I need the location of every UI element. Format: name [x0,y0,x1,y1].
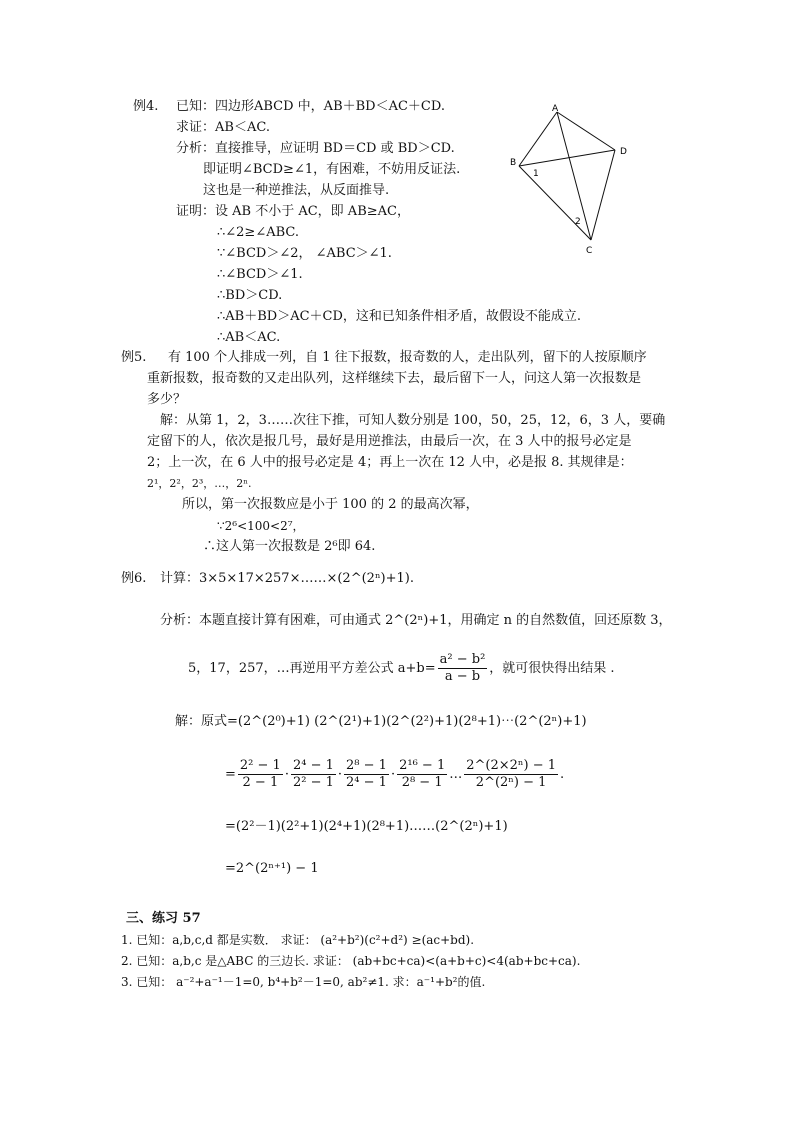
example6-analysis-a: 分析：本题直接计算有困难，可由通式 2^(2ⁿ)+1，用确定 n 的自然数值，回还原数 3， [160,613,672,628]
product-fraction: $\frac{\text{2¹⁶ − 1}}{\text{2⁸ − 1}}$ [399,758,446,790]
example4-step-2: ∵∠BCD＞∠2， ∠ABC＞∠1. [217,246,392,261]
example5-solution-2: 定留下的人，依次是报几号，最好是用逆推法，由最后一次，在 3 人中的报号必定是 [147,434,632,449]
example5-solution-4: 所以，第一次报数应是小于 100 的 2 的最高次幂， [182,497,479,512]
example5-line-3: 多少？ [147,392,187,407]
angle-1-label: 1 [533,169,539,179]
example6-label: 例6. [121,571,147,586]
example6-solution-line-3: =(2²－1)(2²+1)(2⁴+1)(2⁸+1)……(2^(2ⁿ)+1) [225,819,508,834]
example5-solution-3: 2；上一次，在 6 人中的报号必定是 4；再上一次在 12 人中，必是报 8. 其规律是： [147,455,633,470]
vertex-a-label: A [552,104,559,114]
example5-powers: 2¹，2²，2³，…，2ⁿ. [147,477,252,490]
fraction-denominator: a − b [444,669,481,684]
example5-solution-1: 解：从第 1，2，3……次往下推，可知人数分别是 100，50，25，12，6，3 人，要确 [160,413,666,428]
practice-item-1: 1. 已知：a,b,c,d 都是实数． 求证： (a²+b²)(c²+d²) ≥(ac+bd). [121,933,475,947]
vertex-d-label: D [620,147,627,157]
example6-task: 计算：3×5×17×257×……×(2^(2ⁿ)+1). [160,571,415,586]
practice-item-3: 3. 已知： a⁻²+a⁻¹－1=0, b⁴+b²－1=0, ab²≠1. 求：a⁻¹+b²的值. [121,975,486,989]
example5-line-1: 有 100 个人排成一列，自 1 往下报数，报奇数的人，走出队列，留下的人按原顺序 [168,350,647,365]
edge-bd [519,150,615,166]
vertex-b-label: B [510,158,517,168]
difference-of-squares-fraction [438,652,488,685]
example5-answer: ∴这人第一次报数是 2⁶即 64. [203,539,376,554]
example6-solution-lead: 解：原式=(2^(2⁰)+1) (2^(2¹)+1)(2^(2²)+1)(2⁸+1)⋯(2^(2ⁿ)+1) [175,714,587,729]
example4-step-1: ∴∠2≥∠ABC. [217,225,300,240]
practice-item-2: 2. 已知：a,b,c 是△ABC 的三边长. 求证： (ab+bc+ca)<(a+b+c)<4(ab+bc+ca). [121,954,581,968]
example4-step-5: ∴AB＋BD＞AC＋CD，这和已知条件相矛盾，故假设不能成立. [217,309,582,324]
product-fraction: $\frac{\text{2\textasciicircum{}(2×2ⁿ) − 1}}{\text{2\textasciicircum{}(2ⁿ) − 1}}$ [466,758,557,790]
example4-step-3: ∴∠BCD＞∠1. [217,267,303,282]
product-fraction: $\frac{\text{2⁸ − 1}}{\text{2⁴ − 1}}$ [346,758,387,790]
example4-prove: 求证：AB＜AC. [176,120,270,135]
product-fraction: $\frac{\text{2⁴ − 1}}{\text{2² − 1}}$ [292,758,334,790]
edge-bc [519,166,591,240]
example4-given: 已知：四边形ABCD 中，AB＋BD＜AC＋CD. [176,99,445,114]
example6-fraction-product: = $\frac{\text{2² − 1}}{2 - 1}$ · $\frac{\text{2⁴ − 1}}{\text{2² − 1}}$ · $\frac{\text{2⁸ − 1}}{\text{2⁴ − 1}}$ · $\frac{\text{2¹⁶ − 1}}{\text{2⁸ − 1}}$ … $\frac{\text{2\textasciicircum{}(2×2ⁿ) − 1}}{\text{2\textasciicircum{}(2ⁿ) − 1}}$ . [225,758,565,790]
example4-analysis-1: 分析：直接推导，应证明 BD＝CD 或 BD＞CD. [176,141,455,156]
vertex-c-label: C [586,246,593,256]
practice-heading: 三、练习 57 [126,911,201,926]
example5-label: 例5. [121,350,147,365]
example4-step-4: ∴BD＞CD. [217,288,283,303]
angle-2-label: 2 [575,217,581,227]
example6-analysis-b-end: ，就可很快得出结果 . [489,661,615,676]
example6-analysis-b-start: 5，17，257，…再逆用平方差公式 a+b= [188,661,436,676]
example6-result: =2^(2ⁿ⁺¹) − 1 [225,861,319,876]
example4-analysis-3: 这也是一种逆推法，从反面推导. [203,183,390,198]
product-fraction: $\frac{\text{2² − 1}}{2 - 1}$ [239,758,281,790]
example4-step-6: ∴AB＜AC. [217,330,281,345]
example4-analysis-2: 即证明∠BCD≥∠1，有困难，不妨用反证法. [203,162,461,177]
edge-dc [591,150,615,240]
edge-ab [519,112,557,166]
example6-analysis-b [188,650,615,688]
fraction-numerator: a² − b² [439,652,486,667]
quadrilateral-figure [505,100,640,260]
example5-inequality: ∵2⁶<100<2⁷， [217,519,305,533]
example5-line-2: 重新报数，报奇数的又走出队列，这样继续下去，最后留下一人，问这人第一次报数是 [147,371,642,386]
example4-proof-lead: 证明：设 AB 不小于 AC，即 AB≥AC， [176,204,410,219]
example4-label: 例4. [133,99,159,114]
